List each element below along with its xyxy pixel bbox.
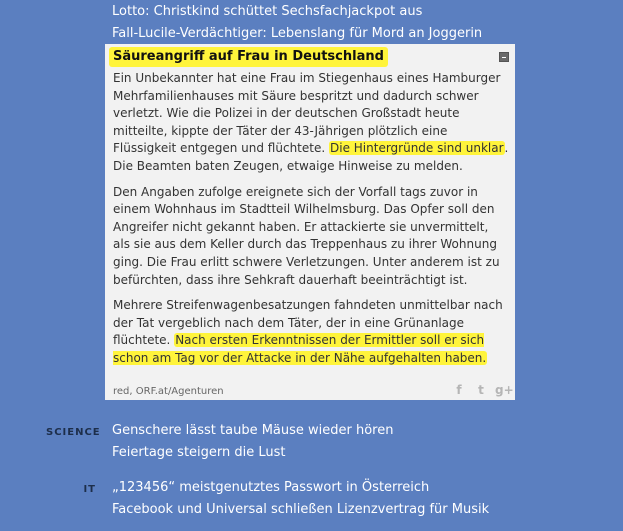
article-paragraph-3: [113, 297, 509, 367]
headline-link-passwort[interactable]: „123456“ meistgenutztes Passwort in Österreich: [112, 480, 430, 495]
collapse-icon[interactable]: [499, 52, 509, 62]
headline-link-genschere[interactable]: Genschere lässt taube Mäuse wieder hören: [112, 423, 394, 438]
headline-link-facebook-universal[interactable]: Facebook und Universal schließen Lizenzvertrag für Musik: [112, 502, 490, 517]
article-panel: [105, 44, 515, 400]
google-plus-icon[interactable]: g+: [495, 383, 514, 397]
facebook-icon[interactable]: f: [456, 383, 462, 397]
article-title[interactable]: Säureangriff auf Frau in Deutschland: [109, 47, 388, 67]
article-source: red, ORF.at/Agenturen: [113, 386, 224, 397]
p1-text-a: Ein Unbekannter hat eine Frau im Stiegenhaus eines Hamburger Mehrfamilienhauses mit Säure bespritzt und dadurch schwer verletzt. Wie die Polizei in der deutschen Großstadt heute mitteilte, kippte der Täter der 43-Jährigen plötzlich eine Flüssigkeit entgegen und flüchtete.: [113, 71, 501, 156]
twitter-icon[interactable]: t: [478, 383, 484, 397]
headline-link-lucile[interactable]: Fall-Lucile-Verdächtiger: Lebenslang für Mord an Joggerin: [112, 26, 483, 41]
social-share-bar: [451, 382, 514, 398]
p3-text-a: Mehrere Streifenwagenbesatzungen fahndeten unmittelbar nach der Tat vergeblich nach dem Täter, der in eine Grünanlage flüchtete.: [113, 298, 503, 348]
p3-highlight: Nach ersten Erkenntnissen der Ermittler soll er sich schon am Tag vor der Attacke in der Nähe aufgehalten haben.: [113, 333, 487, 365]
article-paragraph-1: [113, 70, 509, 176]
section-label-it: IT: [83, 484, 96, 495]
headline-link-lotto[interactable]: Lotto: Christkind schüttet Sechsfachjackpot aus: [112, 4, 423, 19]
article-body: [113, 70, 509, 376]
p1-highlight: Die Hintergründe sind unklar: [330, 141, 504, 156]
section-label-science: SCIENCE: [46, 427, 101, 438]
p1-text-b: . Die Beamten baten Zeugen, etwaige Hinweise zu melden.: [113, 141, 509, 173]
headline-link-feiertage[interactable]: Feiertage steigern die Lust: [112, 445, 286, 460]
article-paragraph-2: Den Angaben zufolge ereignete sich der Vorfall tags zuvor in einem Wohnhaus im Stadtteil Wilhelmsburg. Das Opfer soll den Angreifer nicht gekannt haben. Er attackierte sie unvermittelt, als sie aus dem Keller durch das Treppenhaus zu ihrer Wohnung ging. Die Frau erlitt schwere Verletzungen. Unter anderem ist zu befürchten, dass ihre Sehkraft dauerhaft beeinträchtigt ist.: [113, 184, 500, 287]
